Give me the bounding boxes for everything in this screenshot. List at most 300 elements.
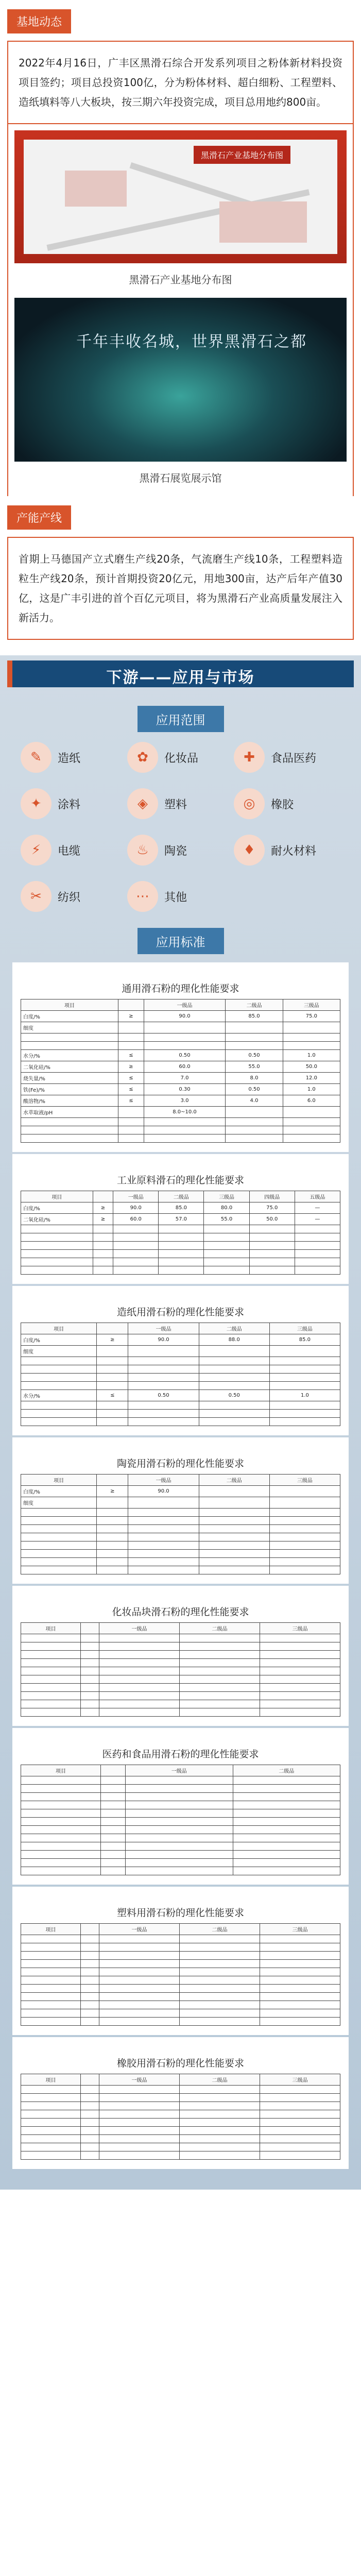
table-header-row (21, 1475, 340, 1486)
table-cell (260, 2018, 340, 2026)
table-row (21, 1566, 340, 1574)
table-cell (126, 1867, 233, 1875)
table-cell (233, 1851, 340, 1859)
table-cell (269, 1374, 340, 1382)
table-cell (128, 1566, 199, 1574)
table-cell (99, 1976, 180, 1985)
table-cell (21, 1225, 93, 1233)
table-cell (180, 2151, 260, 2160)
table-cell (99, 2135, 180, 2143)
table-header-cell (81, 1623, 99, 1634)
application-label: 造纸 (58, 752, 81, 765)
table-row (21, 1214, 340, 1225)
table-cell: 酸溶物/% (21, 1095, 118, 1107)
table-cell: 4.0 (226, 1095, 283, 1107)
table-cell (99, 2127, 180, 2135)
table-cell (269, 1401, 340, 1410)
table-cell (126, 1851, 233, 1859)
table-header-cell: 项目 (21, 999, 118, 1011)
application-item (234, 740, 340, 774)
table-cell (21, 1541, 97, 1550)
table-row (21, 2135, 340, 2143)
table-cell (101, 1859, 126, 1867)
table-cell (21, 2135, 81, 2143)
table-cell: 50.0 (249, 1214, 295, 1225)
table-row (21, 1952, 340, 1960)
table-cell (226, 1118, 283, 1126)
spec-table (21, 999, 340, 1143)
spec-table (21, 1923, 340, 2026)
application-item (21, 879, 127, 913)
table-cell (97, 1509, 128, 1517)
application-item (127, 787, 234, 821)
table-cell (81, 1634, 99, 1642)
table-cell: ≥ (97, 1334, 128, 1346)
spec-table (21, 1474, 340, 1574)
table-cell (180, 1952, 260, 1960)
table-cell (21, 1867, 101, 1875)
table-header-cell: 四级品 (249, 1191, 295, 1202)
table-cell (93, 1266, 113, 1275)
table-cell (180, 2102, 260, 2110)
table-cell (81, 1976, 99, 1985)
table-row (21, 1225, 340, 1233)
table-cell (260, 2119, 340, 2127)
table-cell (126, 1842, 233, 1851)
table-cell (128, 1533, 199, 1541)
table-cell: ≤ (118, 1095, 144, 1107)
table-cell (180, 2094, 260, 2102)
table-cell (159, 1242, 204, 1250)
table-cell (260, 1692, 340, 1700)
table-cell (101, 1867, 126, 1875)
table-cell (199, 1533, 269, 1541)
table-cell (81, 1659, 99, 1667)
table-cell (21, 1692, 81, 1700)
table-cell (118, 1042, 144, 1050)
table-row (21, 1084, 340, 1095)
table-cell (21, 1952, 81, 1960)
hall-screen-text: 千年丰收名城，世界黑滑石之都 (76, 333, 307, 351)
map-title: 黑滑石产业基地分布图 (194, 146, 290, 164)
table-cell (21, 1517, 97, 1525)
table-cell (21, 1634, 81, 1642)
hall-caption: 黑滑石展览展示馆 (139, 472, 222, 484)
table-cell (199, 1365, 269, 1374)
table-cell: 3.0 (144, 1095, 226, 1107)
table-row (21, 1073, 340, 1084)
table-cell (180, 2110, 260, 2119)
table-cell (21, 1357, 97, 1365)
table-cell (126, 1818, 233, 1826)
table-cell (269, 1418, 340, 1426)
table-cell (180, 2135, 260, 2143)
table-cell (21, 2151, 81, 2160)
table-cell (99, 2119, 180, 2127)
table-cell (21, 1533, 97, 1541)
table-cell (81, 1642, 99, 1651)
table-cell (21, 1410, 97, 1418)
table-cell (93, 1258, 113, 1266)
table-cell (128, 1418, 199, 1426)
table-cell (199, 1382, 269, 1390)
table-cell (99, 1960, 180, 1968)
table-cell (97, 1357, 128, 1365)
table-cell: — (295, 1214, 340, 1225)
table-cell: 细度 (21, 1022, 118, 1033)
standard-table-block (12, 962, 349, 1152)
table-cell (21, 1118, 118, 1126)
application-label: 纺织 (58, 891, 81, 904)
table-cell (180, 1943, 260, 1952)
table-cell (21, 1418, 97, 1426)
application-item (21, 787, 127, 821)
table-cell (21, 2018, 81, 2026)
table-cell (269, 1382, 340, 1390)
table-row (21, 1382, 340, 1390)
table-header-row (21, 2074, 340, 2086)
table-cell (199, 1525, 269, 1533)
table-row (21, 1968, 340, 1976)
standard-table-block (12, 1154, 349, 1284)
table-cell (81, 2127, 99, 2135)
table-cell (21, 1834, 101, 1842)
table-header-cell: 二级品 (180, 1623, 260, 1634)
table-cell: 60.0 (144, 1061, 226, 1073)
standard-table-block (12, 1887, 349, 2035)
table-row (21, 1242, 340, 1250)
table-header-cell: 五级品 (295, 1191, 340, 1202)
table-cell (260, 1708, 340, 1717)
table-row (21, 1118, 340, 1126)
table-cell (81, 1943, 99, 1952)
table-cell (260, 1675, 340, 1684)
table-cell (128, 1525, 199, 1533)
table-cell (97, 1382, 128, 1390)
table-cell (21, 1801, 101, 1809)
table-cell (128, 1346, 199, 1357)
table-cell (180, 2018, 260, 2026)
table-row (21, 1266, 340, 1275)
table-cell (21, 1776, 101, 1785)
table-cell: 白度/% (21, 1011, 118, 1022)
table-cell: 水分/% (21, 1390, 97, 1401)
table-cell: 60.0 (113, 1214, 159, 1225)
table-cell (126, 1859, 233, 1867)
table-header-row (21, 1323, 340, 1334)
table-cell (101, 1818, 126, 1826)
table-header-cell: 三级品 (283, 999, 340, 1011)
table-cell (21, 1550, 97, 1558)
table-cell (21, 1842, 101, 1851)
table-cell (295, 1225, 340, 1233)
table-cell (180, 1960, 260, 1968)
table-cell (128, 1517, 199, 1525)
table-cell (99, 1968, 180, 1976)
table-cell (269, 1533, 340, 1541)
table-cell (128, 1382, 199, 1390)
table-cell (101, 1842, 126, 1851)
table-cell (260, 1943, 340, 1952)
table-cell (295, 1242, 340, 1250)
table-cell (199, 1509, 269, 1517)
table-row (21, 1550, 340, 1558)
table-cell: 90.0 (128, 1486, 199, 1497)
table-row (21, 1011, 340, 1022)
scope-heading-label: 应用范围 (137, 706, 224, 732)
table-cell (180, 1708, 260, 1717)
table-cell (126, 1801, 233, 1809)
table-cell (233, 1809, 340, 1818)
table-header-cell: 一级品 (113, 1191, 159, 1202)
table-cell (260, 1993, 340, 2001)
table-cell (128, 1497, 199, 1509)
table-cell (81, 1952, 99, 1960)
table-cell (144, 1022, 226, 1033)
table-cell (21, 1675, 81, 1684)
table-cell (180, 1993, 260, 2001)
application-item (21, 833, 127, 867)
table-cell: 水分/% (21, 1050, 118, 1061)
table-header-cell: 项目 (21, 1924, 81, 1935)
table-row (21, 1867, 340, 1875)
table-row (21, 1497, 340, 1509)
table-cell: ≥ (97, 1486, 128, 1497)
table-cell (204, 1258, 249, 1266)
table-header-cell: 一级品 (144, 999, 226, 1011)
table-cell (101, 1801, 126, 1809)
table-row (21, 1033, 340, 1042)
table-cell (260, 1642, 340, 1651)
table-header-cell: 二级品 (199, 1475, 269, 1486)
table-cell (260, 1634, 340, 1642)
table-cell (81, 2110, 99, 2119)
table-cell (199, 1550, 269, 1558)
table-cell: 0.50 (226, 1050, 283, 1061)
table-cell (199, 1497, 269, 1509)
table-row (21, 1960, 340, 1968)
table-cell (260, 2102, 340, 2110)
table-cell (93, 1225, 113, 1233)
table-cell (101, 1851, 126, 1859)
paint-icon: ✦ (21, 788, 51, 819)
table-cell (260, 1952, 340, 1960)
table-cell: 50.0 (283, 1061, 340, 1073)
table-cell (101, 1776, 126, 1785)
table-cell (283, 1118, 340, 1126)
table-cell: 烧失量/% (21, 1073, 118, 1084)
standard-table-block (12, 2037, 349, 2169)
table-cell (21, 2001, 81, 2009)
table-cell (97, 1533, 128, 1541)
table-header-cell: 一级品 (99, 2074, 180, 2086)
table-row (21, 1202, 340, 1214)
table-header-cell: 二级品 (199, 1323, 269, 1334)
application-item (127, 879, 234, 913)
table-cell (226, 1126, 283, 1134)
table-cell (118, 1134, 144, 1143)
standard-heading (0, 928, 361, 954)
table-cell (99, 2009, 180, 2018)
table-cell (226, 1134, 283, 1143)
table-cell (260, 2001, 340, 2009)
table-row (21, 1985, 340, 1993)
table-row (21, 1935, 340, 1943)
ceramic-icon: ♨ (127, 835, 158, 866)
table-header-cell: 一级品 (126, 1765, 233, 1776)
table-cell (99, 2102, 180, 2110)
table-cell (21, 1134, 118, 1143)
table-cell (99, 1642, 180, 1651)
table-cell (21, 1374, 97, 1382)
table-cell: 85.0 (269, 1334, 340, 1346)
table-cell (99, 2110, 180, 2119)
table-cell (128, 1541, 199, 1550)
table-header-cell: 一级品 (99, 1924, 180, 1935)
table-header-cell: 二级品 (180, 1924, 260, 1935)
table-cell (21, 1935, 81, 1943)
table-cell (249, 1250, 295, 1258)
table-cell (21, 1525, 97, 1533)
table-cell (81, 2119, 99, 2127)
table-row (21, 1517, 340, 1525)
table-cell: ≥ (93, 1202, 113, 1214)
table-cell (101, 1826, 126, 1834)
table-cell (21, 1708, 81, 1717)
table-cell (180, 1985, 260, 1993)
table-cell (81, 1700, 99, 1708)
table-cell (199, 1401, 269, 1410)
table-cell (21, 2086, 81, 2094)
table-cell (99, 1700, 180, 1708)
table-row (21, 2009, 340, 2018)
table-cell (159, 1258, 204, 1266)
table-cell (180, 2127, 260, 2135)
table-cell (269, 1365, 340, 1374)
table-cell (21, 1976, 81, 1985)
table-header-cell (118, 999, 144, 1011)
table-header-cell: 一级品 (128, 1323, 199, 1334)
downstream-title: 下游——应用与市场 (106, 669, 255, 687)
table-row (21, 1558, 340, 1566)
table-cell (180, 1700, 260, 1708)
table-cell (260, 1968, 340, 1976)
table-header-cell: 二级品 (233, 1765, 340, 1776)
table-cell (269, 1486, 340, 1497)
table-cell: 白度/% (21, 1486, 97, 1497)
table-cell (126, 1834, 233, 1842)
table-row (21, 1851, 340, 1859)
table-row (21, 1374, 340, 1382)
table-row (21, 1993, 340, 2001)
table-cell (99, 1659, 180, 1667)
table-cell (204, 1225, 249, 1233)
table-cell (128, 1374, 199, 1382)
table-header-cell: 项目 (21, 1191, 93, 1202)
table-cell: 6.0 (283, 1095, 340, 1107)
table-header-cell (97, 1323, 128, 1334)
standard-table-block (12, 1286, 349, 1435)
table-cell (81, 1708, 99, 1717)
table-cell (93, 1250, 113, 1258)
application-label: 涂料 (58, 798, 81, 811)
table-cell (199, 1357, 269, 1365)
table-title: 塑料用滑石粉的理化性能要求 (116, 1907, 244, 1919)
table-cell (233, 1793, 340, 1801)
table-cell (97, 1558, 128, 1566)
spec-table (21, 1323, 340, 1426)
standards-tables (0, 962, 361, 2169)
table-cell (199, 1566, 269, 1574)
table-cell (233, 1826, 340, 1834)
table-row (21, 1346, 340, 1357)
table-header-cell (81, 2074, 99, 2086)
standard-table-block (12, 1728, 349, 1885)
capacity-text: 首期上马德国产立式磨生产线20条，气流磨生产线10条，工程塑料造粒生产线20条，预计首期投资20亿元，用地300亩，达产后年产值30亿，这是广丰引进的首个百亿元项目，将为黑滑石产业高质量发展注入新活力。 (7, 537, 354, 640)
table-cell (233, 1842, 340, 1851)
table-header-cell: 项目 (21, 1323, 97, 1334)
table-header-cell: 三级品 (260, 2074, 340, 2086)
table-header-cell: 三级品 (269, 1475, 340, 1486)
table-cell (118, 1126, 144, 1134)
spec-table (21, 1191, 340, 1275)
table-cell (97, 1517, 128, 1525)
table-cell (128, 1357, 199, 1365)
table-row (21, 2018, 340, 2026)
table-cell: ≥ (118, 1061, 144, 1073)
table-title: 工业原料滑石的理化性能要求 (116, 1175, 244, 1186)
application-item (234, 833, 340, 867)
application-label: 其他 (164, 891, 187, 904)
table-cell (260, 2086, 340, 2094)
table-cell (81, 2143, 99, 2151)
table-cell (260, 1935, 340, 1943)
table-header-cell: 三级品 (260, 1924, 340, 1935)
table-cell (99, 1667, 180, 1675)
table-cell: 90.0 (128, 1334, 199, 1346)
table-cell (260, 1976, 340, 1985)
table-title: 造纸用滑石粉的理化性能要求 (116, 1307, 244, 1318)
table-cell: 85.0 (159, 1202, 204, 1214)
table-cell (101, 1809, 126, 1818)
table-cell: 7.0 (144, 1073, 226, 1084)
table-cell (21, 1826, 101, 1834)
table-cell (21, 1985, 81, 1993)
table-header-cell: 项目 (21, 2074, 81, 2086)
table-row (21, 1233, 340, 1242)
table-cell (21, 1509, 97, 1517)
table-cell: 0.50 (226, 1084, 283, 1095)
table-cell (21, 1700, 81, 1708)
spec-table (21, 1765, 340, 1875)
table-cell (21, 2009, 81, 2018)
table-cell (21, 1993, 81, 2001)
table-cell (144, 1118, 226, 1126)
table-cell (249, 1266, 295, 1275)
table-cell (21, 2102, 81, 2110)
table-cell (21, 1566, 97, 1574)
table-cell (233, 1801, 340, 1809)
table-cell (233, 1818, 340, 1826)
table-cell (269, 1550, 340, 1558)
table-cell (21, 1809, 101, 1818)
table-header-row (21, 1924, 340, 1935)
table-cell (97, 1410, 128, 1418)
table-cell (128, 1410, 199, 1418)
table-cell (260, 2135, 340, 2143)
table-cell (21, 2143, 81, 2151)
table-cell (199, 1374, 269, 1382)
